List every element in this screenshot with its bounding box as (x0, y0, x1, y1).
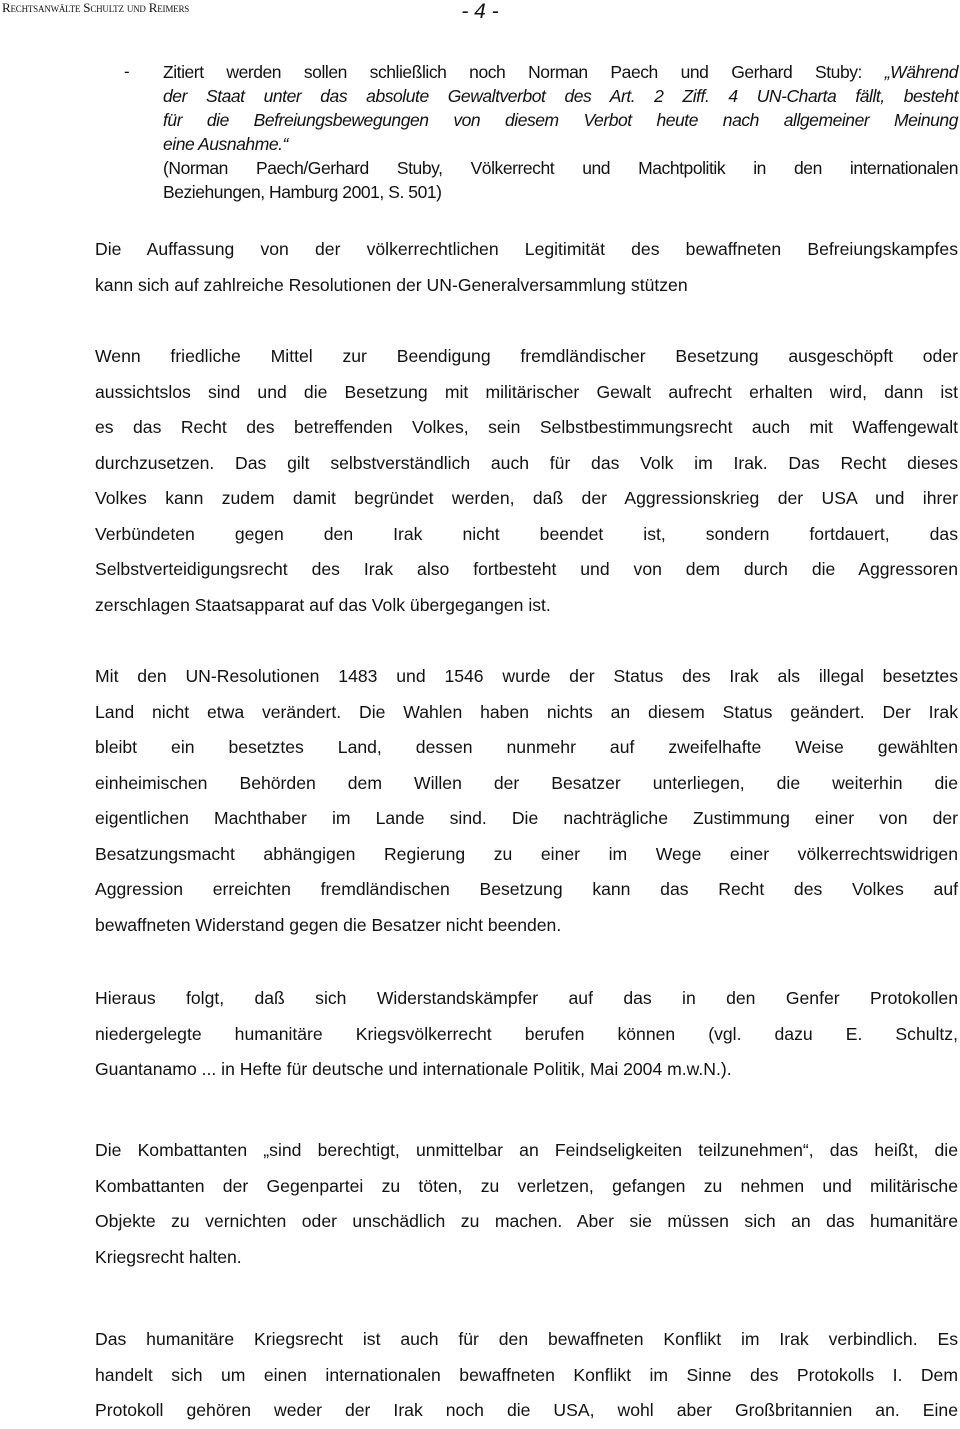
text-line: Kriegsrecht halten. (95, 1246, 242, 1267)
quote-text-italic: der Staat unter das absolute Gewaltverbot des Art. 2 Ziff. 4 UN-Charta fällt, besteht (163, 86, 958, 106)
text-line: durchzusetzen. Das gilt selbstverständlich auch für das Volk im Irak. Das Recht dieses (95, 452, 958, 473)
text-line: Verbündeten gegen den Irak nicht beendet ist, sondern fortdauert, das (95, 523, 958, 544)
text-line: Protokoll gehören weder der Irak noch die USA, wohl aber Großbritannien an. Eine (95, 1400, 958, 1420)
text-line: Die Kombattanten „sind berechtigt, unmittelbar an Feindseligkeiten teilzunehmen“, das heißt, die (95, 1140, 958, 1160)
paragraph-6 (95, 1322, 958, 1429)
paragraph-3 (95, 659, 958, 943)
text-line: eigentlichen Machthaber im Lande sind. Die nachträgliche Zustimmung einer von der (95, 808, 958, 828)
quotation-block (163, 60, 958, 204)
quote-line (163, 84, 958, 108)
page-number: - 4 - (461, 0, 499, 23)
quote-text-italic: für die Befreiungsbewegungen von diesem Verbot heute nach allgemeiner Meinung (163, 110, 958, 130)
text-line: Mit den UN-Resolutionen 1483 und 1546 wurde der Status des Irak als illegal besetztes (95, 666, 958, 686)
text-line: kann sich auf zahlreiche Resolutionen der UN-Generalversammlung stützen (95, 274, 688, 295)
paragraph-5 (95, 1133, 958, 1275)
quote-text-italic: eine Ausnahme.“ (163, 134, 288, 154)
text-line: Die Auffassung von der völkerrechtlichen Legitimität des bewaffneten Befreiungskampfes (95, 239, 958, 259)
text-line: zerschlagen Staatsapparat auf das Volk übergegangen ist. (95, 594, 551, 615)
text-line: Wenn friedliche Mittel zur Beendigung fremdländischer Besetzung ausgeschöpft oder (95, 346, 958, 366)
quote-line (163, 180, 958, 204)
quote-text: (Norman Paech/Gerhard Stuby, Völkerrecht und Machtpolitik in den internationalen (163, 158, 958, 178)
text-line: handelt sich um einen internationalen bewaffneten Konflikt im Sinne des Protokolls I. Dem (95, 1364, 958, 1385)
text-line: Besatzungsmacht abhängigen Regierung zu einer im Wege einer völkerrechtswidrigen (95, 843, 958, 864)
text-line: bewaffneten Widerstand gegen die Besatzer nicht beenden. (95, 914, 562, 935)
text-line: Hieraus folgt, daß sich Widerstandskämpfer auf das in den Genfer Protokollen (95, 988, 958, 1008)
text-line: aussichtslos sind und die Besetzung mit militärischer Gewalt aufrecht erhalten wird, dann ist (95, 381, 958, 402)
text-line: Das humanitäre Kriegsrecht ist auch für den bewaffneten Konflikt im Irak verbindlich. Es (95, 1329, 958, 1349)
quote-text: Zitiert werden sollen schließlich noch Norman Paech und Gerhard Stuby: (163, 62, 885, 82)
bullet-dash: - (124, 62, 130, 81)
header-firm-name: Rechtsanwälte Schultz und Reimers (2, 0, 190, 15)
text-line: Aggression erreichten fremdländischen Besetzung kann das Recht des Volkes auf (95, 879, 958, 899)
text-line: Volkes kann zudem damit begründet werden, daß der Aggressionskrieg der USA und ihrer (95, 488, 958, 508)
text-line: Guantanamo ... in Hefte für deutsche und internationale Politik, Mai 2004 m.w.N.). (95, 1059, 732, 1079)
quote-text-italic: „Während (884, 62, 958, 82)
quote-line (163, 156, 958, 180)
text-line: es das Recht des betreffenden Volkes, sein Selbstbestimmungsrecht auch mit Waffengewalt (95, 417, 958, 437)
text-line: Selbstverteidigungsrecht des Irak also fortbesteht und von dem durch die Aggressoren (95, 559, 958, 579)
paragraph-1 (95, 232, 958, 303)
quote-line (163, 60, 958, 84)
text-line: Land nicht etwa verändert. Die Wahlen haben nichts an diesem Status geändert. Der Irak (95, 701, 958, 722)
paragraph-2 (95, 339, 958, 623)
text-line: einheimischen Behörden dem Willen der Besatzer unterliegen, die weiterhin die (95, 772, 958, 793)
quote-line (163, 132, 958, 156)
paragraph-4 (95, 981, 958, 1088)
quote-line (163, 108, 958, 132)
text-line: Kombattanten der Gegenpartei zu töten, zu verletzen, gefangen zu nehmen und militärische (95, 1175, 958, 1196)
text-line: niedergelegte humanitäre Kriegsvölkerrecht berufen können (vgl. dazu E. Schultz, (95, 1023, 958, 1044)
text-line: Objekte zu vernichten oder unschädlich zu machen. Aber sie müssen sich an das humanitäre (95, 1211, 958, 1231)
quote-text: Beziehungen, Hamburg 2001, S. 501) (163, 182, 442, 202)
text-line: bleibt ein besetztes Land, dessen nunmehr auf zweifelhafte Weise gewählten (95, 737, 958, 757)
